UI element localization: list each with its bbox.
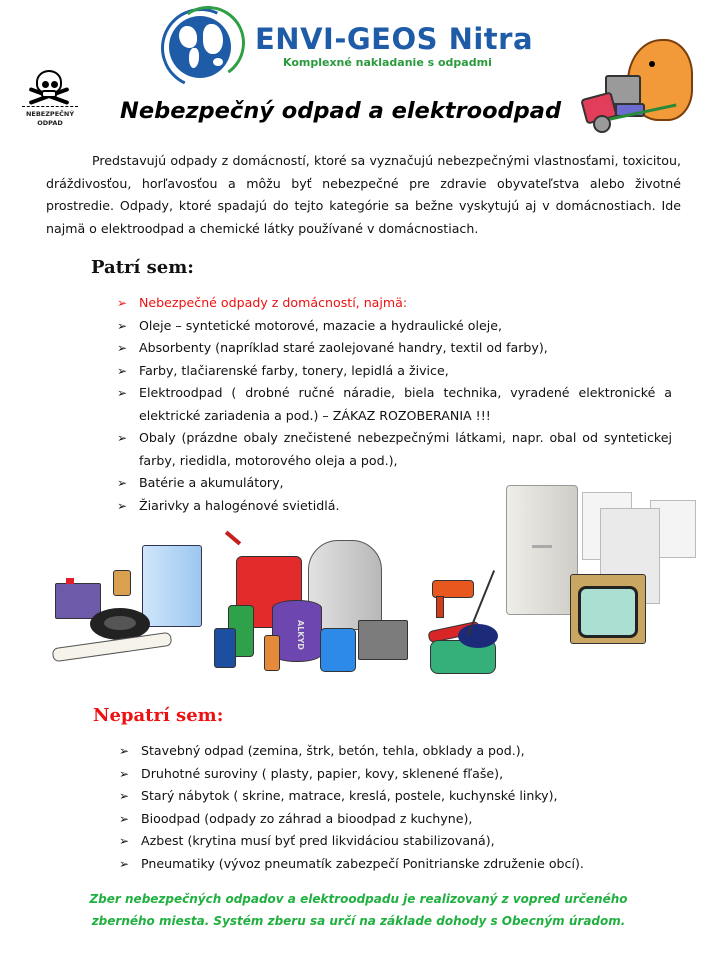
footer-note: Zber nebezpečných odpadov a elektroodpadu je realizovaný z vopred určeného zberného miesta. Systém zberu sa určí na základe dohody s Obecným úradom. — [89, 892, 628, 928]
paint-can-label: ALKYD — [296, 620, 305, 650]
list-item: ➢ Oleje – syntetické motorové, mazacie a hydraulické oleje, — [117, 315, 672, 338]
arrow-bullet-icon: ➢ — [117, 431, 128, 445]
list-item: ➢ Starý nábytok ( skrine, matrace, kreslá, postele, kuchynské linky), — [119, 785, 619, 808]
list-item: ➢ Azbest (krytina musí byť pred likvidáciou stabilizovaná), — [119, 830, 619, 853]
not-belongs-heading: Nepatrí sem: — [93, 705, 224, 726]
arrow-bullet-icon: ➢ — [117, 318, 128, 333]
intro-paragraph — [46, 150, 681, 240]
intro-text: Predstavujú odpady z domácností, ktoré sa vyznačujú nebezpečnými vlastnosťami, toxicitou, dráždivosťou, horľavosťou a môžu byť nebezpečné pre zdravie obyvateľstva alebo životné prostredie. Odpady, ktoré spadajú do tejto kategórie sa bežne vyskytujú aj v domácnostiach. Ide najmä o elektroodpad a chemické látky používané v domácnostiach. — [46, 153, 681, 236]
logo-title: ENVI-GEOS Nitra — [255, 22, 534, 56]
battery-cell-icon — [113, 570, 131, 596]
globe-icon — [169, 16, 231, 78]
arrow-bullet-icon: ➢ — [119, 789, 130, 803]
page-title: Nebezpečný odpad a elektroodpad — [120, 98, 562, 124]
list-item: ➢ Druhotné suroviny ( plasty, papier, kovy, sklenené fľaše), — [119, 763, 619, 786]
logo-subtitle: Komplexné nakladanie s odpadmi — [283, 56, 492, 69]
list-item: ➢ Elektroodpad ( drobné ručné náradie, biela technika, vyradené elektronické a elektrické zariadenia a pod.) – ZÁKAZ ROZOBERANIA !!! — [117, 382, 672, 427]
arrow-bullet-icon: ➢ — [119, 744, 130, 758]
list-item: ➢ Bioodpad (odpady zo záhrad a bioodpad z kuchyne), — [119, 808, 619, 831]
arrow-bullet-icon: ➢ — [117, 296, 128, 310]
hazard-label-line1: NEBEZPEČNÝ — [25, 110, 75, 118]
list-item: ➢ Stavebný odpad (zemina, štrk, betón, tehla, obklady a pod.), — [119, 740, 619, 763]
arrow-bullet-icon: ➢ — [117, 386, 128, 400]
blue-canister-icon — [214, 628, 236, 668]
arrow-bullet-icon: ➢ — [119, 811, 130, 826]
list-item: ➢ Nebezpečné odpady z domácností, najmä: — [117, 292, 672, 315]
arrow-bullet-icon: ➢ — [117, 476, 128, 490]
arrow-bullet-icon: ➢ — [117, 341, 128, 355]
not-belongs-list — [119, 740, 619, 875]
arrow-bullet-icon: ➢ — [119, 856, 130, 871]
list-item: ➢ Farby, tlačiarenské farby, tonery, lepidlá a živice, — [117, 360, 672, 383]
company-logo — [163, 6, 563, 82]
car-battery-icon — [55, 583, 101, 619]
hedgehog-wheelbarrow-icon — [575, 35, 710, 135]
belongs-heading: Patrí sem: — [91, 257, 194, 278]
arrow-bullet-icon: ➢ — [119, 766, 130, 781]
list-item: ➢ Žiarivky a halogénové svietidlá. — [117, 495, 477, 518]
refrigerator-icon — [506, 485, 578, 615]
arrow-bullet-icon: ➢ — [117, 363, 128, 378]
list-item: ➢ Batérie a akumulátory, — [117, 472, 477, 495]
skull-crossbones-icon — [20, 68, 80, 132]
arrow-bullet-icon: ➢ — [117, 498, 128, 513]
waste-illustration — [0, 480, 715, 705]
chemical-canister-icon — [320, 628, 356, 672]
battery-cell-icon — [264, 635, 280, 671]
car-battery-icon — [358, 620, 408, 660]
fridge-icon — [142, 545, 202, 627]
hazard-label — [20, 110, 80, 128]
list-item: ➢ Pneumatiky (vývoz pneumatík zabezpečí Ponitrianske združenie obcí). — [119, 853, 619, 876]
arrow-bullet-icon: ➢ — [119, 834, 130, 848]
list-item: ➢ Obaly (prázdne obaly znečistené nebezpečnými látkami, napr. obal od syntetickej farby, riedidla, motorového oleja a pod.), — [117, 427, 672, 472]
list-item: ➢ Absorbenty (napríklad staré zaolejované handry, textil od farby), — [117, 337, 672, 360]
hazard-label-line2: ODPAD — [37, 119, 63, 127]
